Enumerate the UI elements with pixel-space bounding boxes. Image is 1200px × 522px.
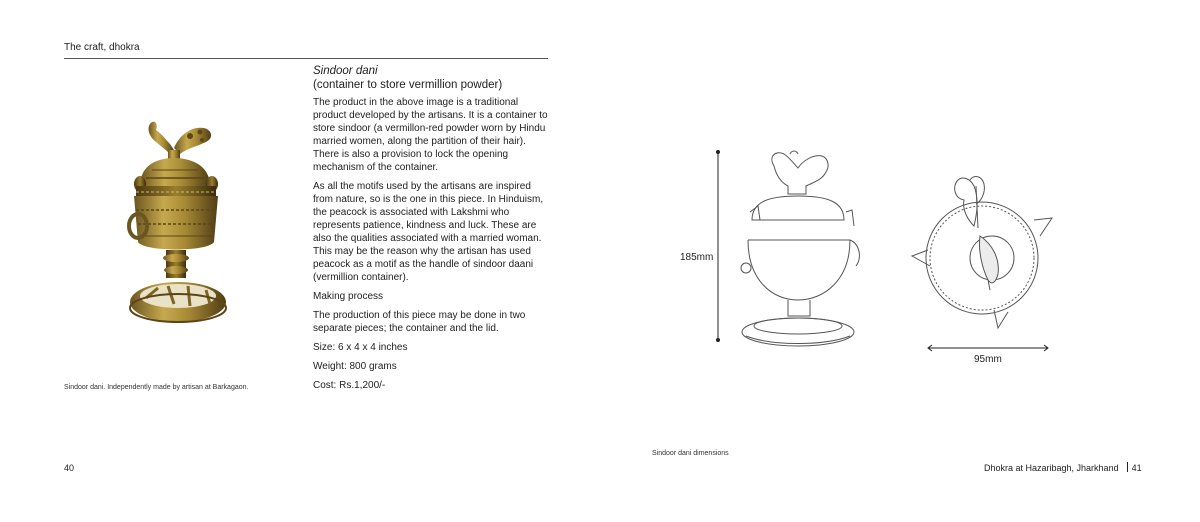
running-head: The craft, dhokra [64,42,140,53]
paragraph-production: The production of this piece may be done in two separate pieces; the container and the lid. [313,310,526,334]
article-text [313,64,549,398]
article-title: Sindoor dani [313,65,378,77]
footer-separator [1127,462,1128,472]
dimension-caption: Sindoor dani dimensions [652,450,729,457]
dimension-sketch [680,140,1072,370]
paragraph-intro: The product in the above image is a traditional product developed by the artisans. It is a container to store sindoor (a vermillon-red powder worn by Hindu married women, along the partition of their hair). There is also a provision to lock the opening mechanism of the container. [313,97,548,173]
size-spec: Size: 6 x 4 x 4 inches [313,342,408,353]
weight-spec: Weight: 800 grams [313,361,397,372]
book-title: Dhokra at Hazaribagh, Jharkhand [984,463,1119,473]
article-subtitle: (container to store vermillion powder) [313,79,503,91]
width-label: 95mm [974,354,1002,365]
footer-right [984,462,1142,473]
cost-spec: Cost: Rs.1,200/- [313,380,386,391]
making-process-heading: Making process [313,291,384,302]
height-label: 185mm [680,252,714,263]
paragraph-motif: As all the motifs used by the artisans are inspired from nature, so is the one in this piece. In Hinduism, the peacock is associated with Lakshmi who represents patience, kindness and luck. These are also the qualities associated with a married woman. This may be the reason why the artisan has used peacock as a motif as the handle of sindoor daani (vermillion container). [313,181,544,283]
sindoor-dani-photo [118,108,248,330]
header-rule [64,58,548,59]
photo-caption: Sindoor dani. Independently made by artisan at Barkagaon. [64,384,249,391]
page-number-right: 41 [1131,463,1142,473]
page-number-left: 40 [64,463,75,473]
